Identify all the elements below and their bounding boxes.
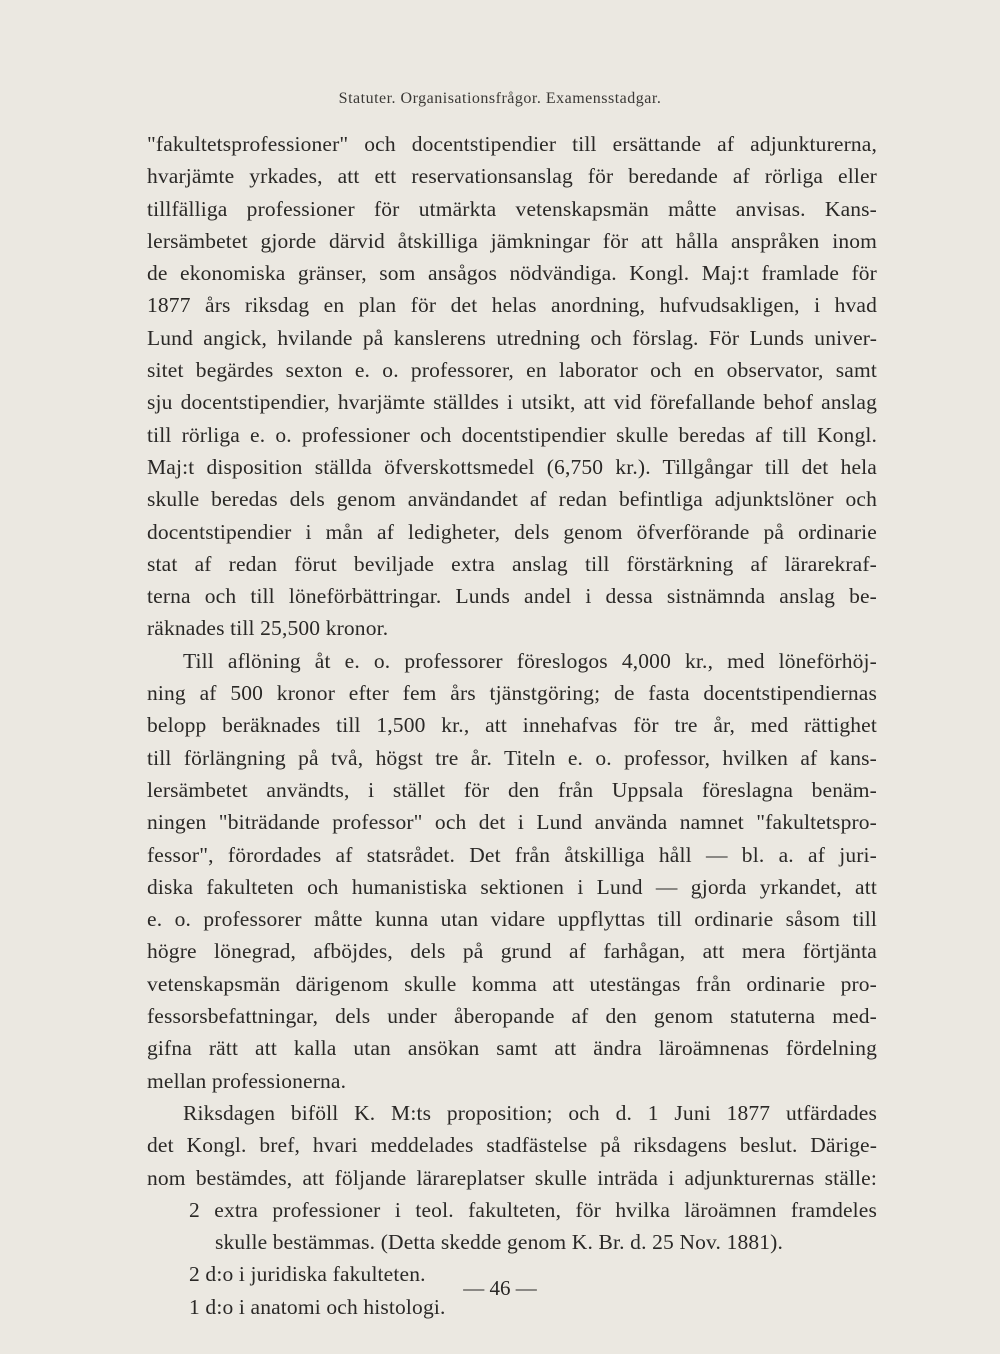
text-line: ning af 500 kronor efter fem års tjänstgöring; de fasta docentstipendiernas	[147, 681, 877, 706]
text-line: till förlängning på två, högst tre år. Titeln e. o. professor, hvilken af kans-	[147, 745, 877, 770]
text-line: mellan professionerna.	[147, 1068, 347, 1093]
text-line: e. o. professorer måtte kunna utan vidare uppflyttas till ordinarie såsom till	[147, 907, 877, 932]
text-line: docentstipendier i mån af ledigheter, dels genom öfverförande på ordinarie	[147, 519, 877, 544]
text-line: högre lönegrad, afböjdes, dels på grund af farhågan, att mera förtjänta	[147, 939, 877, 964]
text-line: till rörliga e. o. professioner och docentstipendier skulle beredas af till Kongl.	[147, 422, 877, 447]
text-line: fessorsbefattningar, dels under åberopande af den genom statuterna med-	[147, 1004, 877, 1029]
text-line: Till aflöning åt e. o. professorer föreslogos 4,000 kr., med löneförhöj-	[183, 648, 877, 673]
text-line: räknades till 25,500 kronor.	[147, 616, 389, 641]
list-item-continuation: skulle bestämmas. (Detta skedde genom K. Br. d. 25 Nov. 1881).	[215, 1230, 784, 1255]
text-line: vetenskapsmän därigenom skulle komma att utestängas från ordinarie pro-	[147, 971, 877, 996]
text-line: tillfälliga professioner för utmärkta vetenskapsmän måtte anvisas. Kans-	[147, 196, 877, 221]
text-line: 1877 års riksdag en plan för det helas anordning, hufvudsakligen, i hvad	[147, 293, 877, 318]
text-line: hvarjämte yrkades, att ett reservationsanslag för beredande af rörliga eller	[147, 164, 877, 189]
text-line: det Kongl. bref, hvari meddelades stadfästelse på riksdagens beslut. Därige-	[147, 1133, 877, 1158]
text-line: nom bestämdes, att följande lärareplatser skulle inträda i adjunkturernas ställe:	[147, 1165, 877, 1190]
text-line: ningen "biträdande professor" och det i Lund använda namnet "fakultetspro-	[147, 810, 877, 835]
list-item: 2 d:o i juridiska fakulteten.	[189, 1262, 426, 1287]
text-line: Lund angick, hvilande på kanslerens utredning och förslag. För Lunds univer-	[147, 325, 877, 350]
body-text	[147, 128, 877, 1323]
list-item: 1 d:o i anatomi och histologi.	[189, 1294, 446, 1319]
text-line: terna och till löneförbättringar. Lunds andel i dessa sistnämnda anslag be-	[147, 584, 877, 609]
text-line: de ekonomiska gränser, som ansågos nödvändiga. Kongl. Maj:t framlade för	[147, 261, 877, 286]
text-line: lersämbetet gjorde därvid åtskilliga jämkningar för att hålla anspråken inom	[147, 228, 877, 253]
text-line: diska fakulteten och humanistiska sektionen i Lund — gjorda yrkandet, att	[147, 874, 877, 899]
text-line: Riksdagen biföll K. M:ts proposition; och d. 1 Juni 1877 utfärdades	[183, 1100, 877, 1125]
text-line: Maj:t disposition ställda öfverskottsmedel (6,750 kr.). Tillgångar till det hela	[147, 454, 877, 479]
text-line: skulle beredas dels genom användandet af redan befintliga adjunktslöner och	[147, 487, 877, 512]
text-line: gifna rätt att kalla utan ansökan samt att ändra läroämnenas fördelning	[147, 1036, 877, 1061]
text-line: sju docentstipendier, hvarjämte ställdes i utsikt, att vid förefallande behof anslag	[147, 390, 877, 415]
text-line: stat af redan förut beviljade extra anslag till förstärkning af lärarekraf-	[147, 551, 877, 576]
page-number: — 46 —	[463, 1276, 537, 1300]
text-line: fessor", förordades af statsrådet. Det från åtskilliga håll — bl. a. af juri-	[147, 842, 877, 867]
list-item: 2 extra professioner i teol. fakulteten, för hvilka läroämnen framdeles	[189, 1197, 877, 1222]
text-line: lersämbetet användts, i stället för den från Uppsala föreslagna benäm-	[147, 777, 877, 802]
running-head: Statuter. Organisationsfrågor. Examensstadgar.	[338, 90, 662, 107]
text-line: belopp beräknades till 1,500 kr., att innehafvas för tre år, med rättighet	[147, 713, 877, 738]
text-line: sitet begärdes sexton e. o. professorer, en laborator och en observator, samt	[147, 358, 877, 383]
text-line: "fakultetsprofessioner" och docentstipendier till ersättande af adjunkturerna,	[147, 132, 877, 156]
